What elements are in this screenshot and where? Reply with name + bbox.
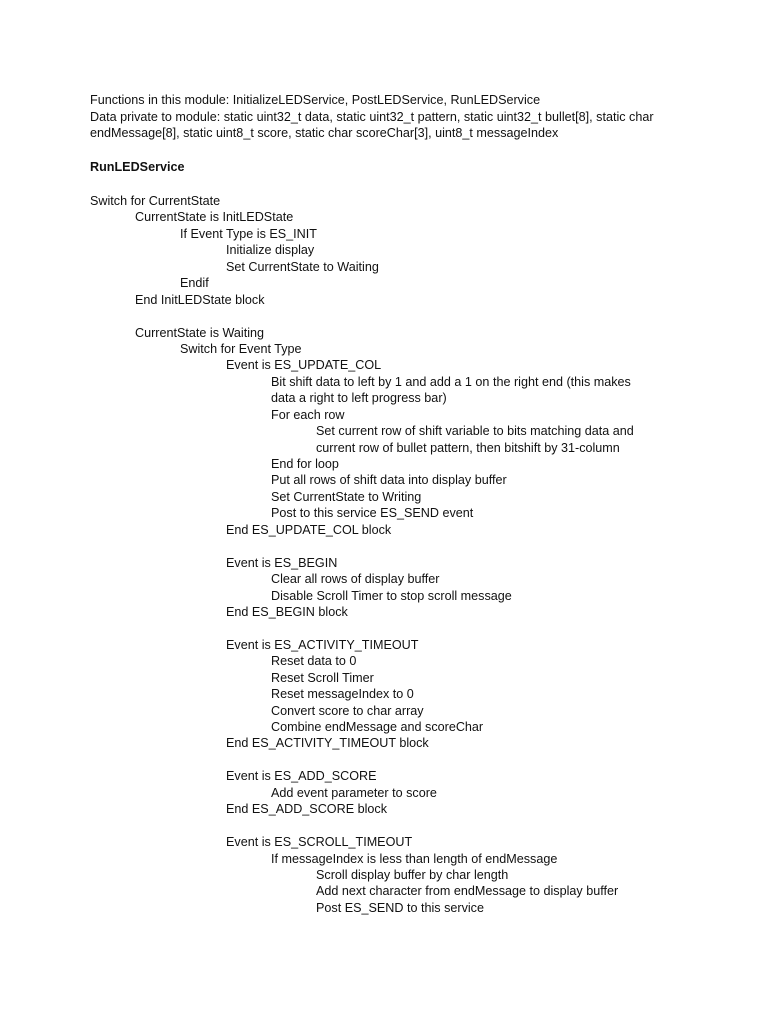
pseudocode-line: Endif <box>180 276 209 291</box>
pseudocode-line: CurrentState is InitLEDState <box>135 210 294 225</box>
pseudocode-line: If messageIndex is less than length of endMessage <box>271 851 558 866</box>
blank-line <box>90 752 690 768</box>
module-summary <box>90 92 690 142</box>
pseudocode-line: CurrentState is Waiting <box>135 325 265 340</box>
pseudocode-line: Add event parameter to score <box>271 785 437 800</box>
pseudocode-line: Initialize display <box>226 243 315 258</box>
pseudocode-line: Switch for Event Type <box>180 341 302 356</box>
pseudocode-line: End ES_BEGIN block <box>226 604 348 619</box>
pseudocode-line: Event is ES_ADD_SCORE <box>226 769 377 784</box>
pseudocode-line: Switch for CurrentState <box>90 194 221 208</box>
pseudocode-line: Reset messageIndex to 0 <box>271 687 414 702</box>
pseudocode-line: If Event Type is ES_INIT <box>180 226 317 241</box>
pseudocode-line: For each row <box>271 407 345 422</box>
pseudocode-line: End InitLEDState block <box>135 292 265 307</box>
pseudocode-line: Convert score to char array <box>271 703 424 718</box>
pseudocode-line: Clear all rows of display buffer <box>271 572 440 587</box>
pseudocode-line: current row of bullet pattern, then bitshift by 31-column <box>316 440 620 455</box>
blank-line <box>90 620 690 636</box>
pseudocode-line: Disable Scroll Timer to stop scroll message <box>271 588 512 603</box>
pseudocode-line: End ES_ACTIVITY_TIMEOUT block <box>226 736 429 751</box>
blank-line <box>90 538 690 554</box>
pseudocode-line: End for loop <box>271 457 339 471</box>
functions-line: Functions in this module: InitializeLEDService, PostLEDService, RunLEDService <box>90 93 541 107</box>
pseudocode-line: Post to this service ES_SEND event <box>271 506 474 521</box>
pseudocode-line: Reset Scroll Timer <box>271 670 374 685</box>
pseudocode-line: End ES_UPDATE_COL block <box>226 522 392 537</box>
pseudocode-line: Post ES_SEND to this service <box>316 900 484 915</box>
pseudocode-line: Add next character from endMessage to display buffer <box>316 884 619 899</box>
pseudocode-line: data a right to left progress bar) <box>271 391 447 406</box>
pseudocode-line: Event is ES_UPDATE_COL <box>226 358 382 373</box>
pseudocode-line: Combine endMessage and scoreChar <box>271 720 484 734</box>
pseudocode-line: Event is ES_SCROLL_TIMEOUT <box>226 835 413 850</box>
pseudocode-line: End ES_ADD_SCORE block <box>226 802 387 817</box>
pseudocode-line: Reset data to 0 <box>271 654 357 669</box>
blank-line <box>90 308 690 324</box>
data-private-line: Data private to module: static uint32_t data, static uint32_t pattern, static uint32_t bullet[8], static char endMessage[8], static uint8_t score, static char scoreChar[3], uint8_t messageIndex <box>90 109 654 140</box>
blank-line <box>90 818 690 834</box>
pseudocode-line: Set CurrentState to Waiting <box>226 259 379 274</box>
pseudocode-line: Event is ES_ACTIVITY_TIMEOUT <box>226 637 419 652</box>
pseudocode-line: Scroll display buffer by char length <box>316 867 509 882</box>
pseudocode-line: Set current row of shift variable to bits matching data and <box>316 424 634 439</box>
pseudocode-line: Bit shift data to left by 1 and add a 1 on the right end (this makes <box>271 374 631 389</box>
pseudocode-line: Put all rows of shift data into display buffer <box>271 473 507 488</box>
section-title: RunLEDService <box>90 160 185 174</box>
pseudocode-body <box>90 193 690 916</box>
pseudocode-line: Event is ES_BEGIN <box>226 555 338 570</box>
pseudocode-line: Set CurrentState to Writing <box>271 489 422 504</box>
